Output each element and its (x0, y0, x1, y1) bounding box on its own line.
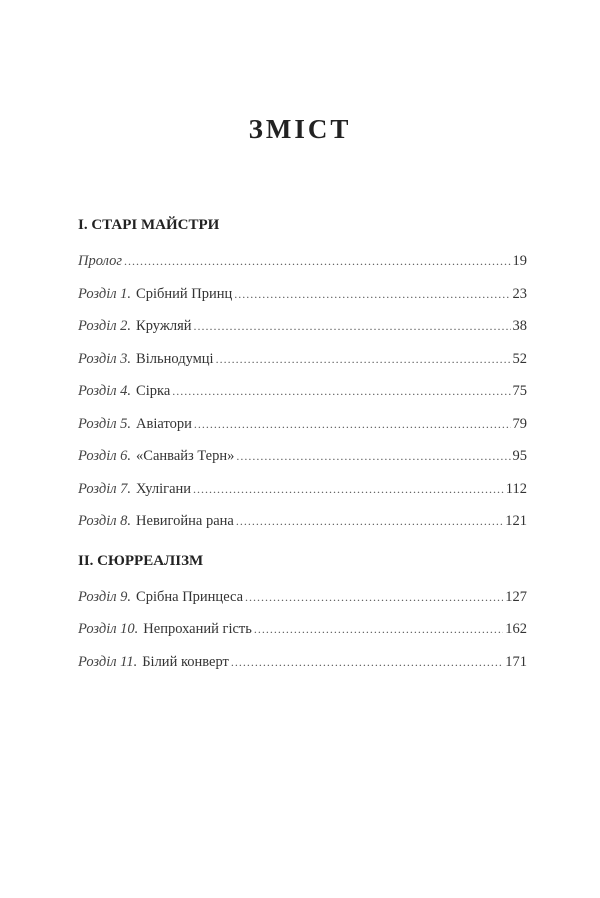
chapter-label: Розділ 1. (78, 285, 132, 302)
toc-entry (78, 278, 527, 311)
page-number: 127 (505, 588, 527, 605)
chapter-title: Сірка (136, 383, 171, 399)
page-number: 162 (505, 621, 527, 637)
page-number: 95 (512, 448, 527, 464)
chapter-title: Авіатори (136, 415, 192, 432)
section-heading: II. СЮРРЕАЛІЗМ (78, 552, 204, 569)
dot-leader (172, 375, 510, 408)
chapter-label: Розділ 6. (78, 448, 132, 464)
page-number: 171 (505, 653, 527, 670)
dot-leader (194, 310, 511, 343)
dot-leader (216, 343, 511, 376)
toc-entry (78, 473, 527, 506)
page-number: 38 (512, 318, 527, 334)
toc-entry (78, 310, 527, 343)
chapter-title: Срібна Принцеса (136, 588, 244, 605)
dot-leader (245, 581, 503, 614)
dot-leader (194, 408, 511, 441)
page-number: 121 (505, 513, 527, 529)
chapter-label: Розділ 9. (78, 588, 132, 605)
dot-leader (234, 278, 510, 311)
toc-entry (78, 245, 527, 278)
page-title: ЗМІСТ (248, 114, 352, 144)
toc-entry (78, 375, 527, 408)
chapter-label: Розділ 11. (78, 653, 138, 670)
page-number: 23 (512, 285, 527, 302)
toc-entry (78, 440, 527, 473)
dot-leader (254, 613, 503, 646)
toc-entry (78, 343, 527, 376)
dot-leader (124, 245, 510, 278)
chapter-title: Вільнодумці (136, 350, 214, 367)
chapter-label: Розділ 8. (78, 513, 132, 529)
toc-entry (78, 646, 527, 679)
chapter-title: Непроханий гість (143, 621, 252, 637)
dot-leader (231, 646, 503, 679)
page-number: 75 (512, 383, 527, 399)
chapter-label: Розділ 4. (78, 383, 132, 399)
toc-entry (78, 581, 527, 614)
dot-leader (236, 440, 510, 473)
chapter-title: Невигойна рана (136, 513, 234, 529)
chapter-title: Білий конверт (142, 653, 229, 670)
chapter-label: Розділ 3. (78, 350, 132, 367)
toc-entry (78, 613, 527, 646)
chapter-title: Хулігани (136, 480, 192, 497)
page-number: 79 (512, 415, 527, 432)
chapter-label: Розділ 7. (78, 480, 132, 497)
chapter-label: Розділ 5. (78, 415, 132, 432)
page-number: 52 (512, 350, 527, 367)
page-number: 19 (512, 253, 527, 269)
chapter-label: Розділ 10. (78, 621, 139, 637)
dot-leader (236, 505, 503, 538)
chapter-title: «Санвайз Терн» (136, 448, 235, 464)
chapter-title: Кружляй (136, 318, 192, 334)
page-number: 112 (505, 480, 527, 497)
chapter-label: Пролог (78, 253, 123, 269)
dot-leader (193, 473, 504, 506)
section-heading: I. СТАРІ МАЙСТРИ (78, 217, 220, 233)
chapter-title: Срібний Принц (136, 285, 233, 302)
chapter-label: Розділ 2. (78, 318, 132, 334)
table-of-contents (78, 209, 527, 678)
toc-entry (78, 505, 527, 538)
toc-entry (78, 408, 527, 441)
